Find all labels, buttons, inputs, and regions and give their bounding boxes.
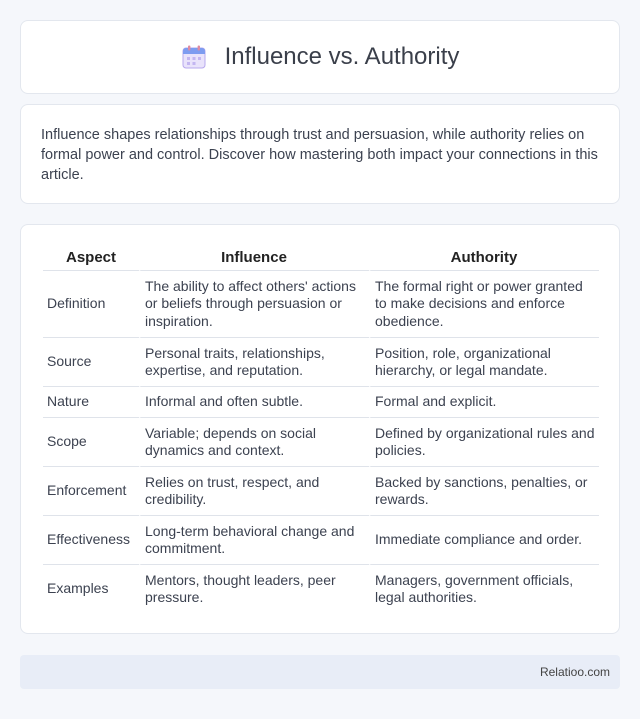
row-aspect: Enforcement	[43, 466, 139, 515]
row-authority: Formal and explicit.	[369, 386, 599, 417]
table-row	[43, 564, 599, 613]
header-authority: Authority	[450, 248, 518, 266]
table-row	[43, 337, 599, 386]
comparison-card	[20, 224, 620, 634]
row-influence: Variable; depends on social dynamics and context.	[139, 417, 369, 466]
row-aspect: Definition	[43, 270, 139, 337]
table-row	[43, 270, 599, 337]
calendar-icon	[181, 44, 207, 70]
title-card	[20, 20, 620, 94]
footer	[20, 655, 620, 689]
header-aspect: Aspect	[65, 248, 117, 266]
row-influence: Personal traits, relationships, expertise, and reputation.	[139, 337, 369, 386]
row-authority: Immediate compliance and order.	[369, 515, 599, 564]
row-aspect: Scope	[43, 417, 139, 466]
page-title: Influence vs. Authority	[224, 43, 460, 70]
footer-brand[interactable]: Relatioo.com	[539, 665, 610, 679]
row-influence: Relies on trust, respect, and credibility.	[139, 466, 369, 515]
intro-card	[20, 104, 620, 204]
row-authority: Defined by organizational rules and policies.	[369, 417, 599, 466]
row-influence: Long-term behavioral change and commitment.	[139, 515, 369, 564]
row-authority: Managers, government officials, legal authorities.	[369, 564, 599, 613]
intro-text: Influence shapes relationships through trust and persuasion, while authority relies on formal power and control. Discover how mastering both impact your connections in this article.	[41, 127, 598, 183]
row-influence: Informal and often subtle.	[139, 386, 369, 417]
row-authority: The formal right or power granted to make decisions and enforce obedience.	[369, 270, 599, 337]
title-wrap	[181, 43, 460, 71]
row-influence: The ability to affect others' actions or beliefs through persuasion or inspiration.	[139, 270, 369, 337]
table-row	[43, 386, 599, 417]
header-influence: Influence	[221, 248, 287, 266]
row-authority: Position, role, organizational hierarchy, or legal mandate.	[369, 337, 599, 386]
row-influence: Mentors, thought leaders, peer pressure.	[139, 564, 369, 613]
row-aspect: Examples	[43, 564, 139, 613]
table-header-row	[43, 244, 599, 270]
row-aspect: Source	[43, 337, 139, 386]
table-row	[43, 515, 599, 564]
comparison-table	[43, 244, 599, 613]
table-row	[43, 466, 599, 515]
table-row	[43, 417, 599, 466]
row-aspect: Effectiveness	[43, 515, 139, 564]
row-aspect: Nature	[43, 386, 139, 417]
row-authority: Backed by sanctions, penalties, or rewards.	[369, 466, 599, 515]
